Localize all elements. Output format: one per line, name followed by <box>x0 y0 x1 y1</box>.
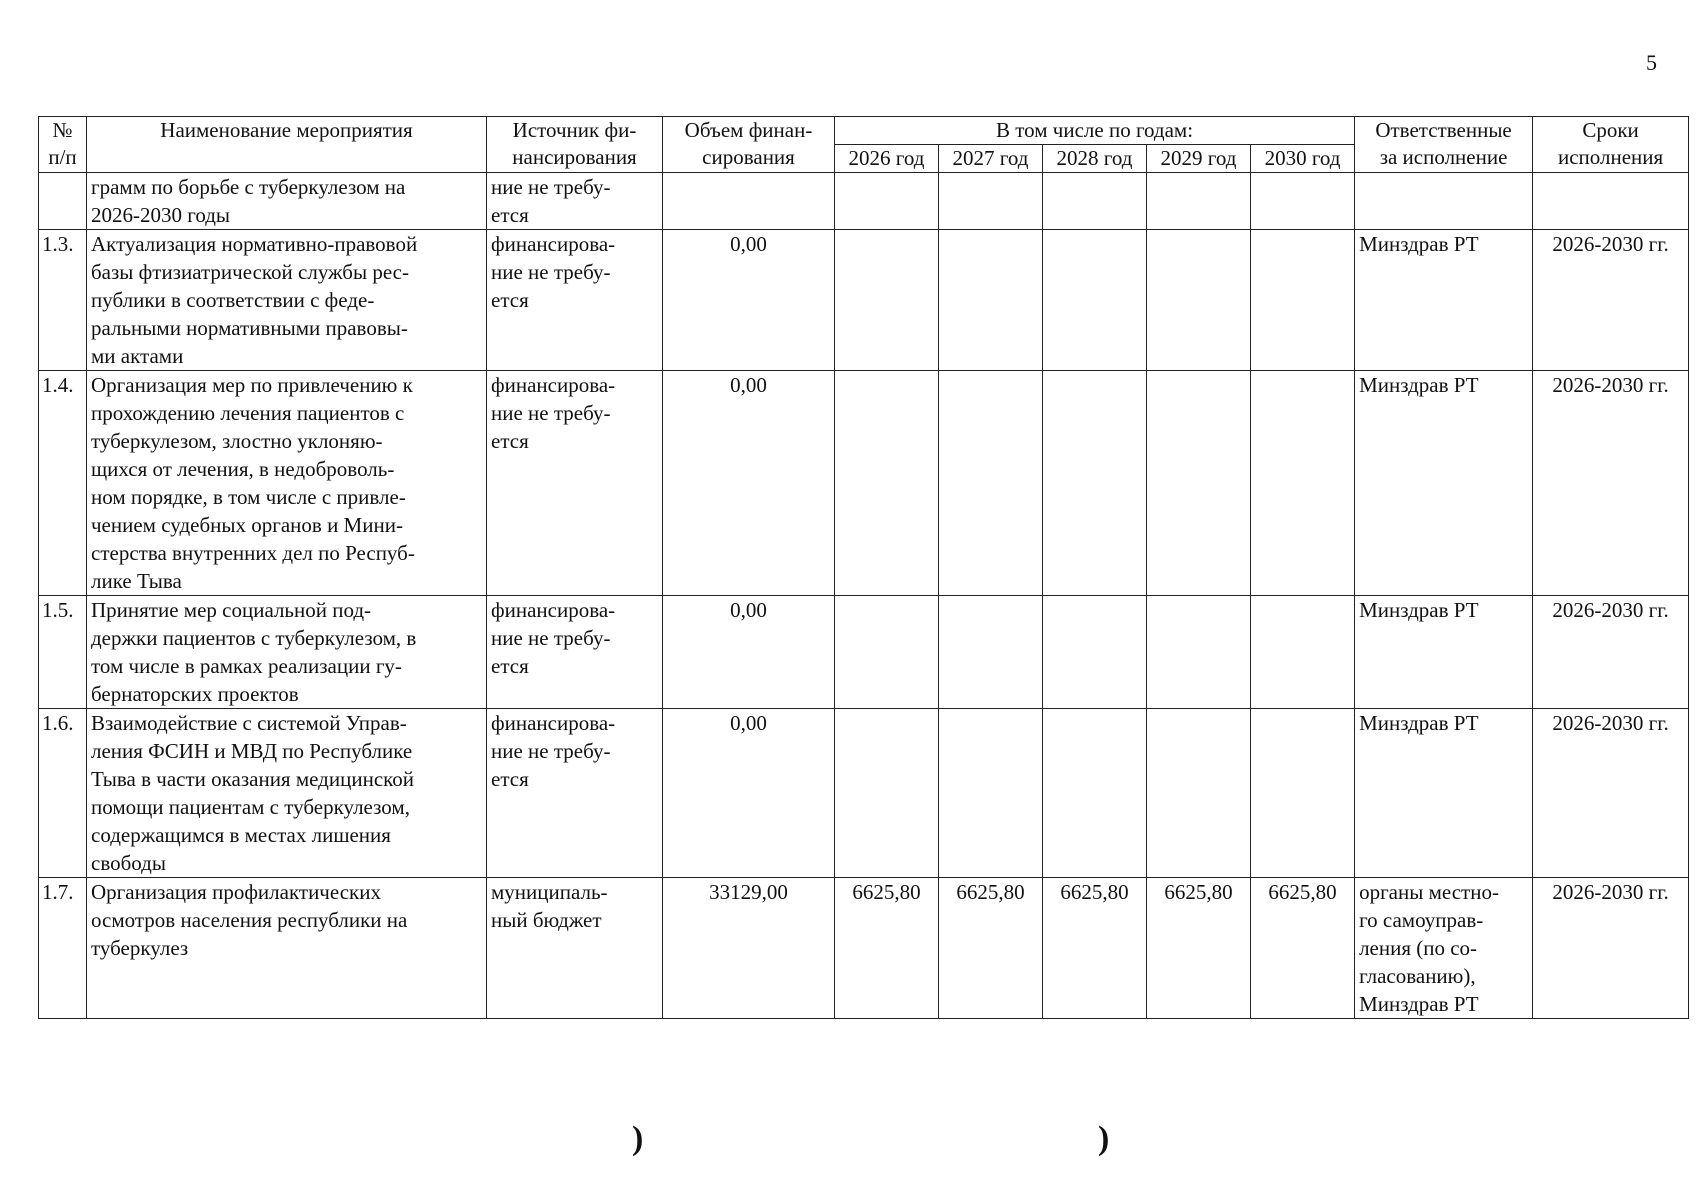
row-year-2029 <box>1147 371 1251 596</box>
row-term: 2026-2030 гг. <box>1533 878 1689 1019</box>
header-responsible: Ответственные за исполнение <box>1355 117 1533 173</box>
row-year-2030 <box>1251 709 1355 878</box>
row-year-2027 <box>939 230 1043 371</box>
row-name: Организация мер по привлечению к прохождению лечения пациентов с туберкулезом, злостно уклоняю- щихся от лечения, в недоброволь- ном порядке, в том числе с привле- чением судебных органов и Мини- стерства внутренних дел по Респуб- лике Тыва <box>87 371 487 596</box>
row-responsible: Минздрав РТ <box>1355 371 1533 596</box>
row-year-2026: 6625,80 <box>835 878 939 1019</box>
row-source: ние не требу- ется <box>487 173 663 230</box>
row-source: финансирова- ние не требу- ется <box>487 230 663 371</box>
header-num: № п/п <box>39 117 87 173</box>
row-total: 0,00 <box>663 709 835 878</box>
row-num <box>39 173 87 230</box>
row-source: муниципаль- ный бюджет <box>487 878 663 1019</box>
row-responsible <box>1355 173 1533 230</box>
table-row <box>39 709 1689 878</box>
row-year-2030 <box>1251 173 1355 230</box>
row-num: 1.3. <box>39 230 87 371</box>
row-num: 1.5. <box>39 596 87 709</box>
row-responsible: Минздрав РТ <box>1355 709 1533 878</box>
row-name: Взаимодействие с системой Управ- ления ФСИН и МВД по Республике Тыва в части оказания медицинской помощи пациентам с туберкулезом, содержащимся в местах лишения свободы <box>87 709 487 878</box>
row-term: 2026-2030 гг. <box>1533 596 1689 709</box>
row-term: 2026-2030 гг. <box>1533 230 1689 371</box>
header-source: Источник фи- нансирования <box>487 117 663 173</box>
row-year-2026 <box>835 709 939 878</box>
row-term: 2026-2030 гг. <box>1533 371 1689 596</box>
row-year-2028 <box>1043 230 1147 371</box>
row-total: 33129,00 <box>663 878 835 1019</box>
row-num: 1.6. <box>39 709 87 878</box>
row-year-2026 <box>835 596 939 709</box>
row-source: финансирова- ние не требу- ется <box>487 596 663 709</box>
margin-mark: ) <box>632 1120 644 1157</box>
row-year-2027: 6625,80 <box>939 878 1043 1019</box>
row-year-2029: 6625,80 <box>1147 878 1251 1019</box>
row-year-2030 <box>1251 230 1355 371</box>
row-year-2027 <box>939 371 1043 596</box>
header-year-2028: 2028 год <box>1043 145 1147 173</box>
row-year-2028 <box>1043 709 1147 878</box>
row-year-2026 <box>835 230 939 371</box>
row-total: 0,00 <box>663 371 835 596</box>
header-year-2029: 2029 год <box>1147 145 1251 173</box>
header-year-2030: 2030 год <box>1251 145 1355 173</box>
row-source: финансирова- ние не требу- ется <box>487 709 663 878</box>
activities-table <box>38 116 1689 1019</box>
row-year-2029 <box>1147 596 1251 709</box>
row-year-2030 <box>1251 596 1355 709</box>
row-year-2026 <box>835 371 939 596</box>
row-term <box>1533 173 1689 230</box>
row-responsible: органы местно- го самоуправ- ления (по со- гласованию), Минздрав РТ <box>1355 878 1533 1019</box>
row-source: финансирова- ние не требу- ется <box>487 371 663 596</box>
header-years-group: В том числе по годам: <box>835 117 1355 145</box>
table-row <box>39 596 1689 709</box>
row-year-2030 <box>1251 371 1355 596</box>
row-year-2030: 6625,80 <box>1251 878 1355 1019</box>
header-volume: Объем финан- сирования <box>663 117 835 173</box>
row-name: Принятие мер социальной под- держки пациентов с туберкулезом, в том числе в рамках реализации гу- бернаторских проектов <box>87 596 487 709</box>
row-year-2028 <box>1043 596 1147 709</box>
row-num: 1.7. <box>39 878 87 1019</box>
row-year-2028 <box>1043 371 1147 596</box>
row-year-2027 <box>939 596 1043 709</box>
row-name: грамм по борьбе с туберкулезом на 2026-2030 годы <box>87 173 487 230</box>
row-year-2028 <box>1043 173 1147 230</box>
header-terms: Сроки исполнения <box>1533 117 1689 173</box>
row-year-2027 <box>939 173 1043 230</box>
row-year-2026 <box>835 173 939 230</box>
header-year-2027: 2027 год <box>939 145 1043 173</box>
row-year-2028: 6625,80 <box>1043 878 1147 1019</box>
table-row <box>39 230 1689 371</box>
margin-mark: ) <box>1098 1120 1110 1157</box>
row-name: Актуализация нормативно-правовой базы фтизиатрической службы рес- публики в соответствии с феде- ральными нормативными правовы- ми актами <box>87 230 487 371</box>
row-total: 0,00 <box>663 230 835 371</box>
header-year-2026: 2026 год <box>835 145 939 173</box>
row-name: Организация профилактических осмотров населения республики на туберкулез <box>87 878 487 1019</box>
row-responsible: Минздрав РТ <box>1355 596 1533 709</box>
row-term: 2026-2030 гг. <box>1533 709 1689 878</box>
header-name: Наименование мероприятия <box>87 117 487 173</box>
row-total <box>663 173 835 230</box>
row-year-2029 <box>1147 709 1251 878</box>
table-row <box>39 371 1689 596</box>
header-row-1 <box>39 117 1689 145</box>
page-number: 5 <box>1646 50 1657 75</box>
row-total: 0,00 <box>663 596 835 709</box>
table-row <box>39 173 1689 230</box>
row-year-2027 <box>939 709 1043 878</box>
row-year-2029 <box>1147 230 1251 371</box>
table-row <box>39 878 1689 1019</box>
row-responsible: Минздрав РТ <box>1355 230 1533 371</box>
row-num: 1.4. <box>39 371 87 596</box>
row-year-2029 <box>1147 173 1251 230</box>
